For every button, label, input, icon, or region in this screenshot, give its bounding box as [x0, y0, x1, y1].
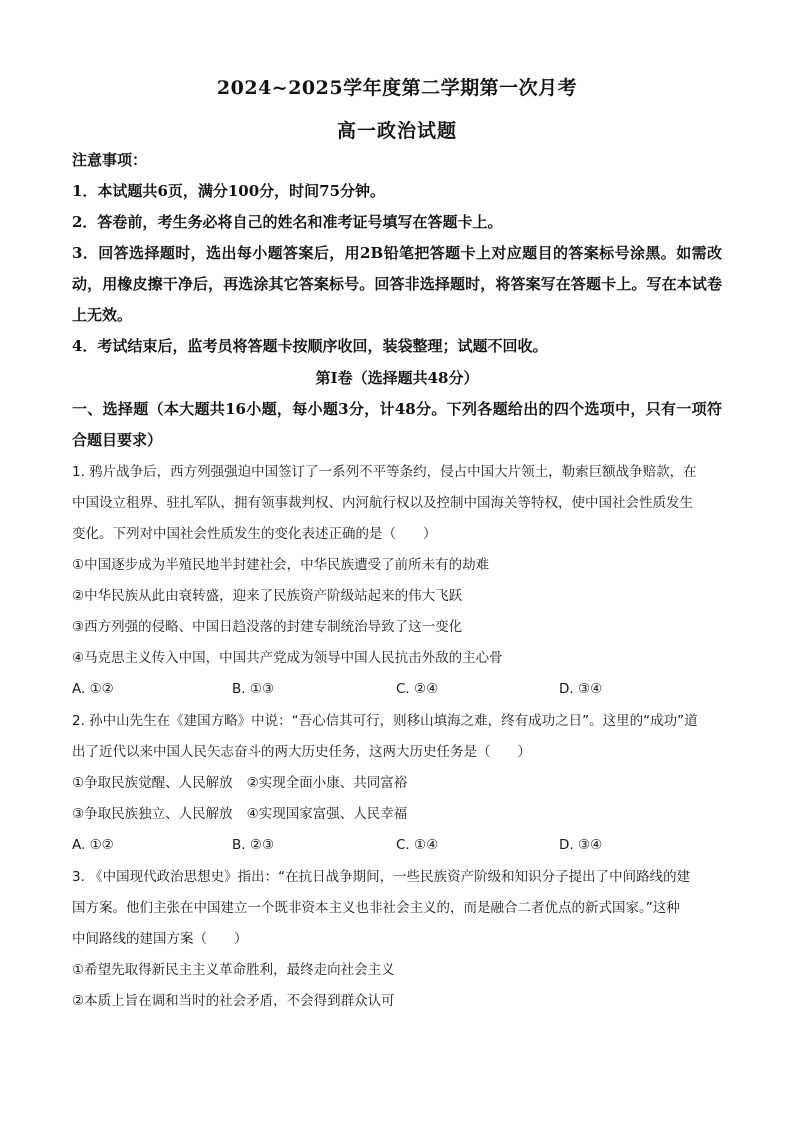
question-2: [72, 706, 724, 861]
note-item: 1．本试题共6页，满分100分，时间75分钟。: [72, 182, 386, 200]
statement-pair: [72, 768, 724, 799]
section-heading: 第Ⅰ卷（选择题共48分）: [315, 369, 479, 387]
note-item: 3．回答选择题时，选出每小题答案后，用2B铅笔把答题卡上对应题目的答案标号涂黑。如需改动，用橡皮擦干净后，再选涂其它答案标号。回答非选择题时，将答案写在答题卡上。写在本试卷上无效。: [72, 244, 722, 324]
question-stem-line: 中间路线的建国方案（ ）: [72, 931, 248, 947]
question-stem-line: 2. 孙中山先生在《建国方略》中说：“吾心信其可行，则移山填海之难，终有成功之日”。这里的“成功”道: [72, 713, 698, 729]
option-c: C. ①④: [396, 837, 439, 853]
question-stem-line: 出了近代以来中国人民矢志奋斗的两大历史任务，这两大历史任务是（ ）: [72, 744, 531, 760]
statement: ②中华民族从此由衰转盛，迎来了民族资产阶级站起来的伟大飞跃: [72, 588, 463, 604]
exam-title: 2024~2025学年度第二学期第一次月考: [216, 77, 578, 99]
statement: ②本质上旨在调和当时的社会矛盾，不会得到群众认可: [72, 993, 395, 1009]
option-b: B. ①③: [232, 681, 275, 697]
statement: ③争取民族独立、人民解放: [72, 806, 233, 822]
answer-options: [72, 830, 724, 861]
question-1: [72, 457, 724, 705]
option-a: A. ①②: [72, 681, 114, 697]
option-b: B. ②③: [232, 837, 275, 853]
note-item: 4．考试结束后，监考员将答题卡按顺序收回，装袋整理；试题不回收。: [72, 337, 548, 355]
question-3: [72, 862, 724, 1017]
statement: ①争取民族觉醒、人民解放: [72, 775, 233, 791]
question-stem-line: 变化。下列对中国社会性质发生的变化表述正确的是（ ）: [72, 526, 437, 542]
option-d: D. ③④: [559, 837, 603, 853]
statement: ②实现全面小康、共同富裕: [246, 775, 408, 791]
subject-title: 高一政治试题: [336, 120, 457, 142]
option-a: A. ①②: [72, 837, 114, 853]
choice-instruction-block: [72, 394, 722, 456]
option-d: D. ③④: [559, 681, 603, 697]
note-item: 2．答卷前，考生务必将自己的姓名和准考证号填写在答题卡上。: [72, 213, 503, 231]
option-c: C. ②④: [396, 681, 439, 697]
statement: ③西方列强的侵略、中国日趋没落的封建专制统治导致了这一变化: [72, 619, 463, 635]
answer-options: [72, 674, 724, 705]
statement-pair: [72, 799, 724, 830]
choice-instruction: 一、选择题（本大题共16小题，每小题3分，计48分。下列各题给出的四个选项中，只有一项符合题目要求）: [72, 400, 722, 449]
statement: ④马克思主义传入中国，中国共产党成为领导中国人民抗击外敌的主心骨: [72, 650, 503, 666]
statement: ①希望先取得新民主主义革命胜利，最终走向社会主义: [72, 962, 395, 978]
statement: ①中国逐步成为半殖民地半封建社会，中华民族遭受了前所未有的劫难: [72, 557, 490, 573]
statement: ④实现国家富强、人民幸福: [246, 806, 408, 822]
question-stem-line: 国方案。他们主张在中国建立一个既非资本主义也非社会主义的，而是融合二者优点的新式国家。”这种: [72, 900, 680, 916]
question-stem-line: 中国设立租界、驻扎军队，拥有领事裁判权、内河航行权以及控制中国海关等特权，使中国社会性质发生: [72, 495, 693, 511]
notes-heading: 注意事项：: [72, 151, 148, 169]
question-stem-line: 1. 鸦片战争后，西方列强强迫中国签订了一系列不平等条约，侵占中国大片领土，勒索巨额战争赔款，在: [72, 464, 697, 480]
notes-section: [72, 145, 722, 362]
question-stem-line: 3. 《中国现代政治思想史》指出：“在抗日战争期间，一些民族资产阶级和知识分子提出了中间路线的建: [72, 869, 691, 885]
